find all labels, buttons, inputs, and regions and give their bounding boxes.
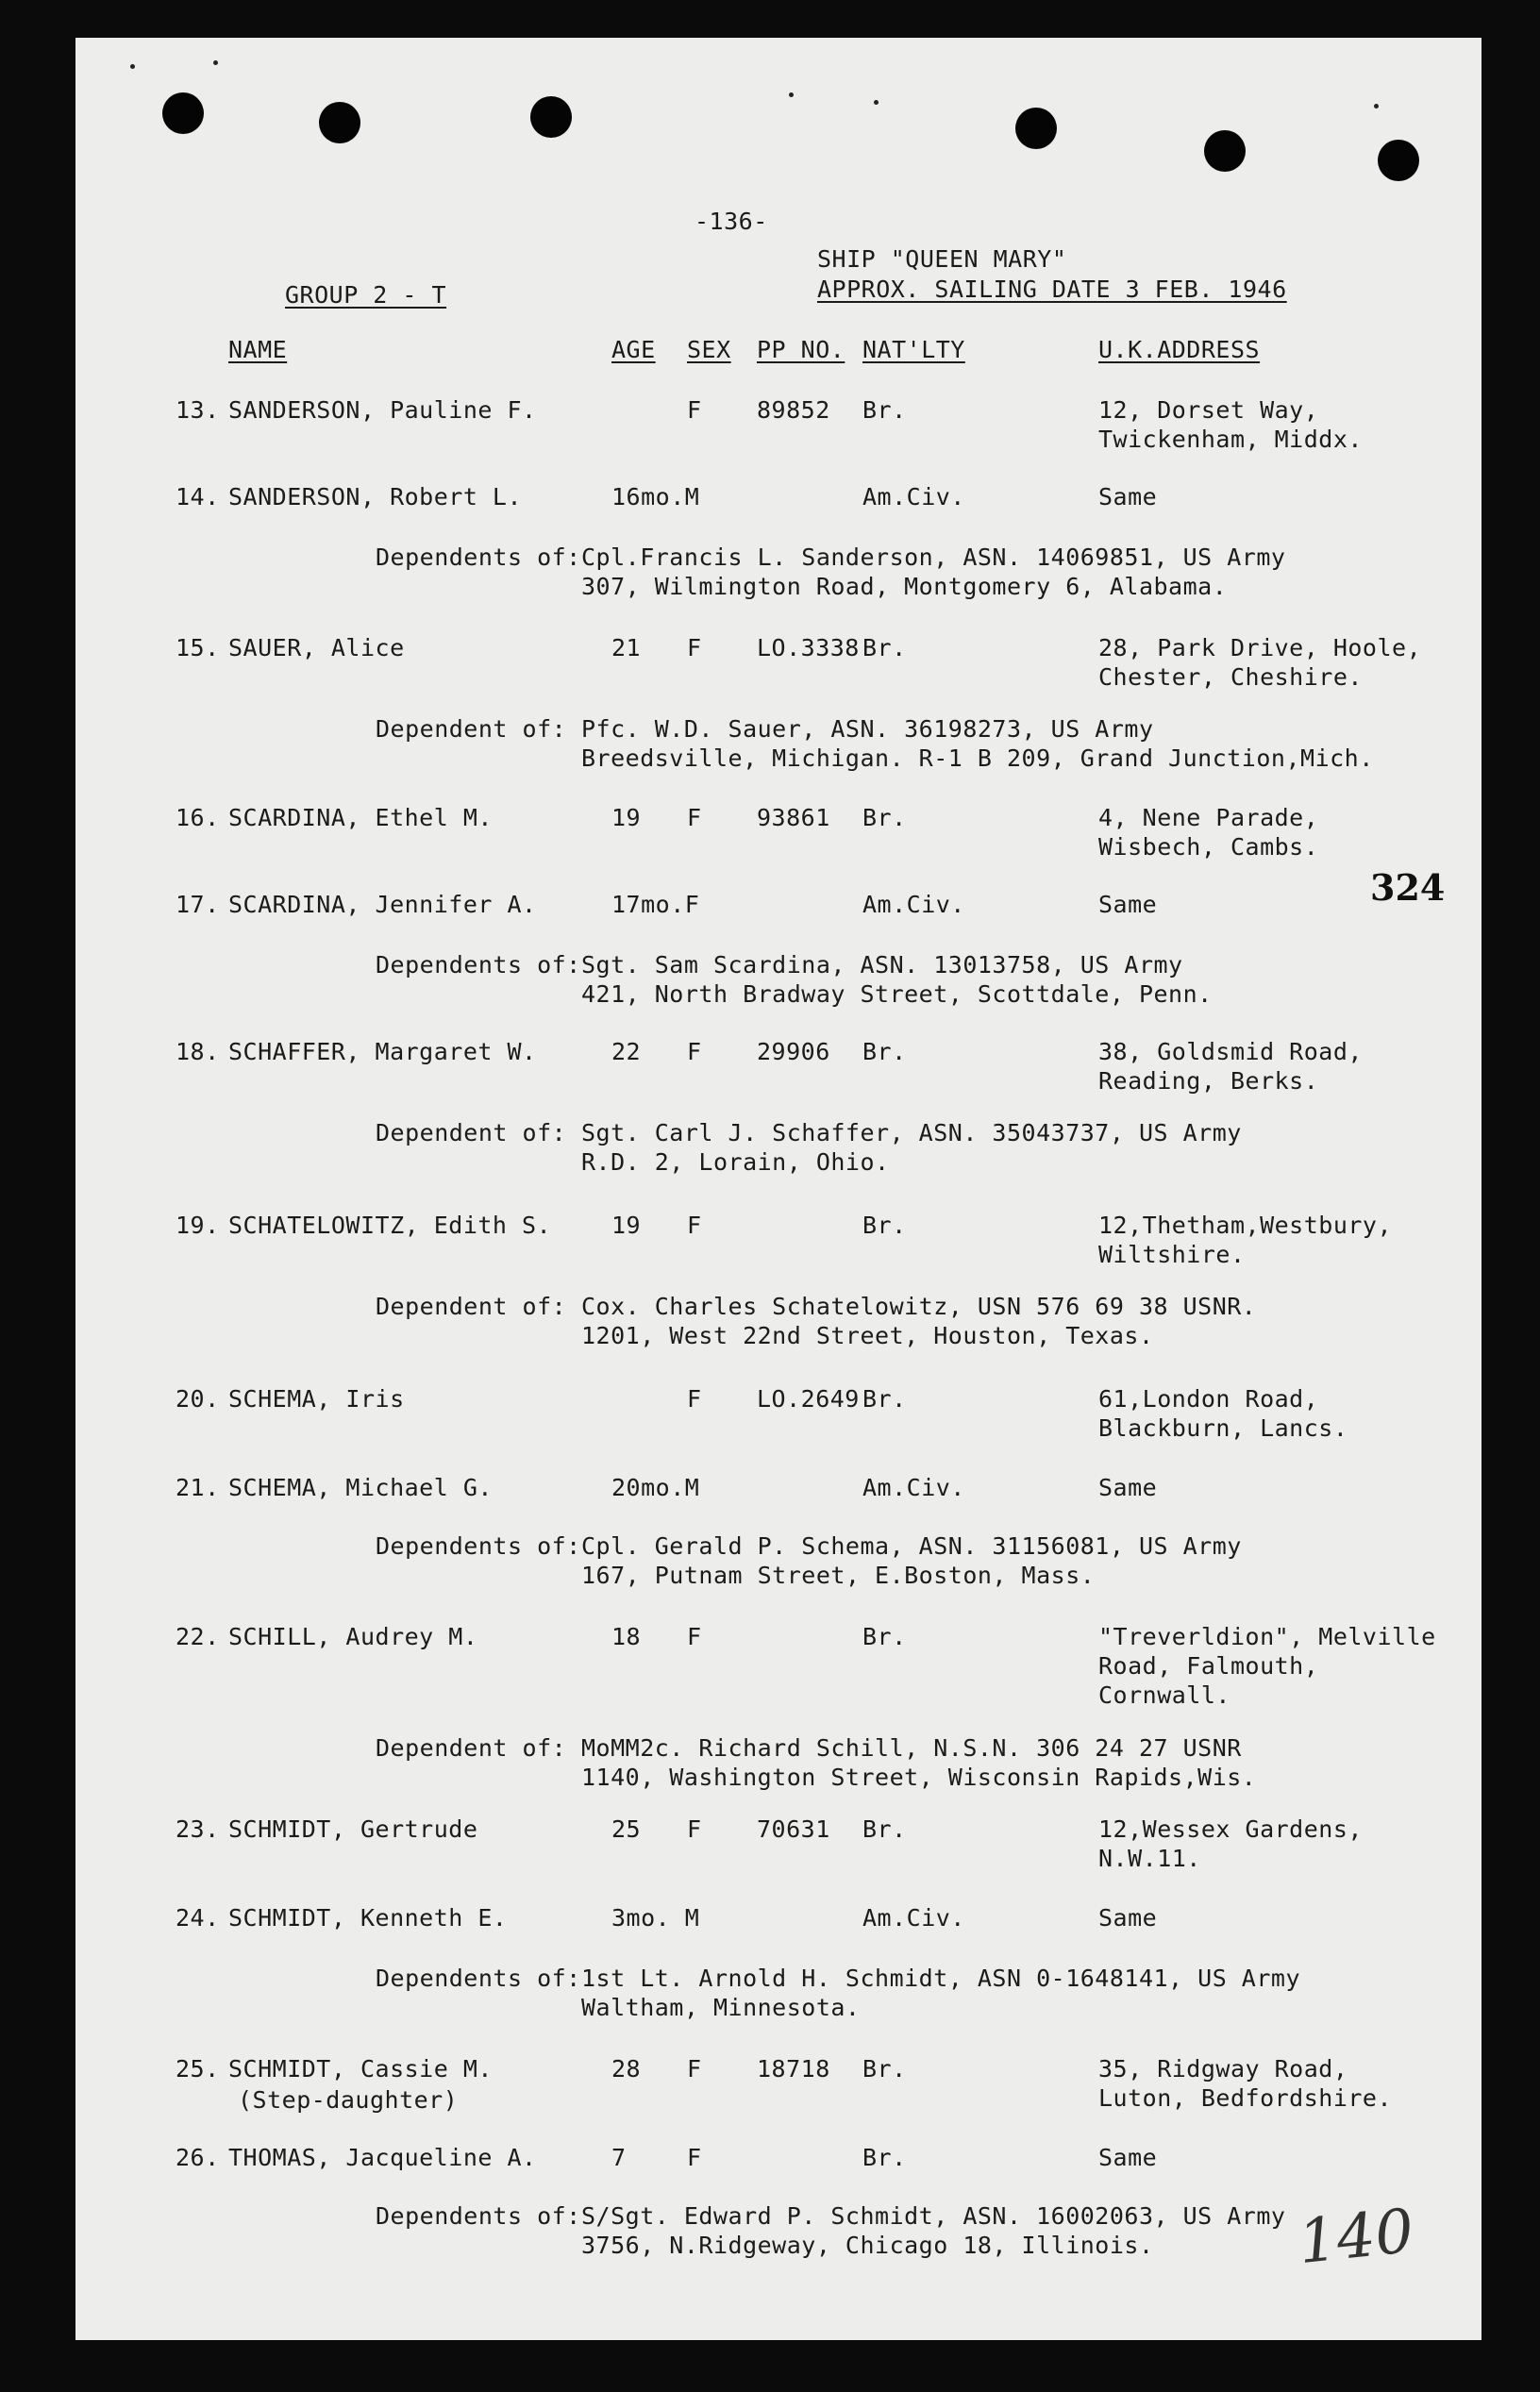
col-addr-header: U.K.ADDRESS	[1098, 336, 1261, 363]
passenger-name: SCHEMA, Michael G.	[228, 1474, 493, 1501]
col-age-header: AGE	[611, 336, 656, 363]
nationality: Br.	[862, 396, 907, 424]
dependent-label: Dependents of:	[376, 1965, 581, 1992]
dependent-line: R.D. 2, Lorain, Ohio.	[581, 1148, 890, 1176]
passport-number: LO.2649	[757, 1385, 860, 1413]
col-name-header: NAME	[228, 336, 288, 363]
passenger-name: SCHEMA, Iris	[228, 1385, 405, 1413]
ship-name: SHIP "QUEEN MARY"	[817, 245, 1067, 273]
punch-hole	[162, 92, 204, 134]
speck	[130, 64, 135, 69]
passenger-age: 17mo.F	[611, 891, 700, 918]
nationality: Br.	[862, 634, 907, 661]
passenger-age: 28	[611, 2055, 642, 2083]
passenger-sex: F	[687, 1385, 702, 1413]
sailing-date: APPROX. SAILING DATE 3 FEB. 1946	[817, 276, 1287, 303]
passenger-name: SCHMIDT, Kenneth E.	[228, 1904, 508, 1932]
nationality: Br.	[862, 1038, 907, 1065]
uk-address-line: Road, Falmouth,	[1098, 1652, 1319, 1680]
dependent-label: Dependents of:	[376, 544, 581, 571]
speck	[213, 60, 218, 65]
uk-address-line: Luton, Bedfordshire.	[1098, 2084, 1393, 2112]
passenger-sex: F	[687, 1212, 702, 1239]
punch-hole	[319, 102, 360, 143]
entry-number: 24.	[176, 1904, 220, 1932]
nationality: Br.	[862, 2055, 907, 2083]
punch-hole	[1015, 108, 1057, 149]
passenger-age: 3mo. M	[611, 1904, 700, 1932]
passport-number: 89852	[757, 396, 830, 424]
dependent-line: Sgt. Carl J. Schaffer, ASN. 35043737, US Army	[581, 1119, 1242, 1146]
uk-address-line: Same	[1098, 1474, 1158, 1501]
entry-number: 14.	[176, 483, 220, 510]
passenger-sex: F	[687, 1038, 702, 1065]
passenger-name: SCHMIDT, Gertrude	[228, 1815, 478, 1843]
uk-address-line: Same	[1098, 1904, 1158, 1932]
entry-number: 21.	[176, 1474, 220, 1501]
dependent-line: 1st Lt. Arnold H. Schmidt, ASN 0-1648141, US Army	[581, 1965, 1301, 1992]
passenger-name: SAUER, Alice	[228, 634, 405, 661]
dependent-line: MoMM2c. Richard Schill, N.S.N. 306 24 27 USNR	[581, 1734, 1242, 1762]
uk-address-line: 4, Nene Parade,	[1098, 804, 1319, 831]
dependent-label: Dependents of:	[376, 2202, 581, 2230]
punch-hole	[1204, 130, 1246, 172]
passenger-name: SANDERSON, Pauline F.	[228, 396, 537, 424]
uk-address-line: Chester, Cheshire.	[1098, 663, 1363, 691]
passenger-age: 21	[611, 634, 642, 661]
dependent-label: Dependent of:	[376, 1119, 567, 1146]
passenger-age: 16mo.M	[611, 483, 700, 510]
passenger-age: 19	[611, 1212, 642, 1239]
nationality: Br.	[862, 1385, 907, 1413]
speck	[874, 100, 879, 105]
nationality: Br.	[862, 804, 907, 831]
passenger-name: SCHILL, Audrey M.	[228, 1623, 478, 1650]
nationality: Am.Civ.	[862, 1474, 965, 1501]
page-number: -136-	[695, 208, 768, 235]
passenger-name: SCHMIDT, Cassie M.	[228, 2055, 493, 2083]
dependent-label: Dependents of:	[376, 951, 581, 979]
passenger-name: SCHATELOWITZ, Edith S.	[228, 1212, 552, 1239]
entry-number: 19.	[176, 1212, 220, 1239]
passenger-name: SCARDINA, Jennifer A.	[228, 891, 537, 918]
uk-address-line: 61,London Road,	[1098, 1385, 1319, 1413]
dependent-line: 1140, Washington Street, Wisconsin Rapids,Wis.	[581, 1764, 1257, 1791]
passenger-name: SCHAFFER, Margaret W.	[228, 1038, 537, 1065]
dependent-line: Cox. Charles Schatelowitz, USN 576 69 38 USNR.	[581, 1293, 1257, 1320]
entry-number: 17.	[176, 891, 220, 918]
dependent-line: Waltham, Minnesota.	[581, 1994, 861, 2021]
speck	[1374, 104, 1379, 109]
uk-address-line: Reading, Berks.	[1098, 1067, 1319, 1095]
uk-address-line: Blackburn, Lancs.	[1098, 1414, 1348, 1442]
passenger-name: SCARDINA, Ethel M.	[228, 804, 493, 831]
dependent-line: 421, North Bradway Street, Scottdale, Penn.	[581, 980, 1213, 1008]
uk-address-line: Same	[1098, 483, 1158, 510]
passenger-age: 22	[611, 1038, 642, 1065]
passport-number: 93861	[757, 804, 830, 831]
passport-number: 29906	[757, 1038, 830, 1065]
folio-stamp: 324	[1370, 866, 1446, 909]
passenger-sex: F	[687, 1815, 702, 1843]
dependent-line: Pfc. W.D. Sauer, ASN. 36198273, US Army	[581, 715, 1154, 743]
dependent-line: 3756, N.Ridgeway, Chicago 18, Illinois.	[581, 2232, 1154, 2259]
nationality: Am.Civ.	[862, 891, 965, 918]
passport-number: 70631	[757, 1815, 830, 1843]
nationality: Am.Civ.	[862, 1904, 965, 1932]
nationality: Br.	[862, 2144, 907, 2171]
punch-hole	[1378, 140, 1419, 181]
nationality: Br.	[862, 1623, 907, 1650]
entry-number: 20.	[176, 1385, 220, 1413]
passenger-sex: F	[687, 1623, 702, 1650]
uk-address-line: 38, Goldsmid Road,	[1098, 1038, 1363, 1065]
speck	[789, 92, 794, 97]
passenger-age: 7	[611, 2144, 627, 2171]
dependent-line: 307, Wilmington Road, Montgomery 6, Alabama.	[581, 573, 1228, 600]
dependent-line: 1201, West 22nd Street, Houston, Texas.	[581, 1322, 1154, 1349]
uk-address-line: Cornwall.	[1098, 1681, 1230, 1709]
passenger-sex: F	[687, 2144, 702, 2171]
uk-address-line: 28, Park Drive, Hoole,	[1098, 634, 1422, 661]
dependent-label: Dependent of:	[376, 1293, 567, 1320]
passport-number: 18718	[757, 2055, 830, 2083]
dependent-line: Cpl. Gerald P. Schema, ASN. 31156081, US Army	[581, 1532, 1242, 1560]
col-nat-header: NAT'LTY	[862, 336, 965, 363]
uk-address-line: "Treverldion", Melville	[1098, 1623, 1436, 1650]
col-pp-header: PP NO.	[757, 336, 845, 363]
entry-number: 25.	[176, 2055, 220, 2083]
passenger-age: 20mo.M	[611, 1474, 700, 1501]
passport-number: LO.3338	[757, 634, 860, 661]
handwritten-number: 140	[1295, 2196, 1417, 2279]
entry-number: 26.	[176, 2144, 220, 2171]
uk-address-line: 35, Ridgway Road,	[1098, 2055, 1348, 2083]
uk-address-line: 12,Wessex Gardens,	[1098, 1815, 1363, 1843]
passenger-age: 18	[611, 1623, 642, 1650]
uk-address-line: Wisbech, Cambs.	[1098, 833, 1319, 861]
uk-address-line: 12,Thetham,Westbury,	[1098, 1212, 1393, 1239]
dependent-label: Dependent of:	[376, 715, 567, 743]
entry-number: 23.	[176, 1815, 220, 1843]
entry-number: 16.	[176, 804, 220, 831]
uk-address-line: Same	[1098, 891, 1158, 918]
dependent-line: Cpl.Francis L. Sanderson, ASN. 14069851, US Army	[581, 544, 1286, 571]
passenger-note: (Step-daughter)	[238, 2086, 459, 2114]
passenger-sex: F	[687, 804, 702, 831]
passenger-age: 19	[611, 804, 642, 831]
dependent-label: Dependents of:	[376, 1532, 581, 1560]
punch-hole	[530, 96, 572, 138]
entry-number: 15.	[176, 634, 220, 661]
entry-number: 13.	[176, 396, 220, 424]
nationality: Br.	[862, 1815, 907, 1843]
uk-address-line: Twickenham, Middx.	[1098, 426, 1363, 453]
nationality: Am.Civ.	[862, 483, 965, 510]
passenger-age: 25	[611, 1815, 642, 1843]
dependent-line: Breedsville, Michigan. R-1 B 209, Grand Junction,Mich.	[581, 744, 1374, 772]
uk-address-line: N.W.11.	[1098, 1845, 1201, 1872]
passenger-name: THOMAS, Jacqueline A.	[228, 2144, 537, 2171]
passenger-sex: F	[687, 2055, 702, 2083]
dependent-line: S/Sgt. Edward P. Schmidt, ASN. 16002063, US Army	[581, 2202, 1286, 2230]
dependent-label: Dependent of:	[376, 1734, 567, 1762]
uk-address-line: Same	[1098, 2144, 1158, 2171]
group-label: GROUP 2 - T	[285, 281, 447, 309]
dependent-line: Sgt. Sam Scardina, ASN. 13013758, US Army	[581, 951, 1183, 979]
uk-address-line: 12, Dorset Way,	[1098, 396, 1319, 424]
document-page	[75, 38, 1481, 2340]
entry-number: 18.	[176, 1038, 220, 1065]
entry-number: 22.	[176, 1623, 220, 1650]
col-sex-header: SEX	[687, 336, 731, 363]
nationality: Br.	[862, 1212, 907, 1239]
passenger-name: SANDERSON, Robert L.	[228, 483, 523, 510]
uk-address-line: Wiltshire.	[1098, 1241, 1246, 1268]
dependent-line: 167, Putnam Street, E.Boston, Mass.	[581, 1562, 1096, 1589]
passenger-sex: F	[687, 634, 702, 661]
passenger-sex: F	[687, 396, 702, 424]
